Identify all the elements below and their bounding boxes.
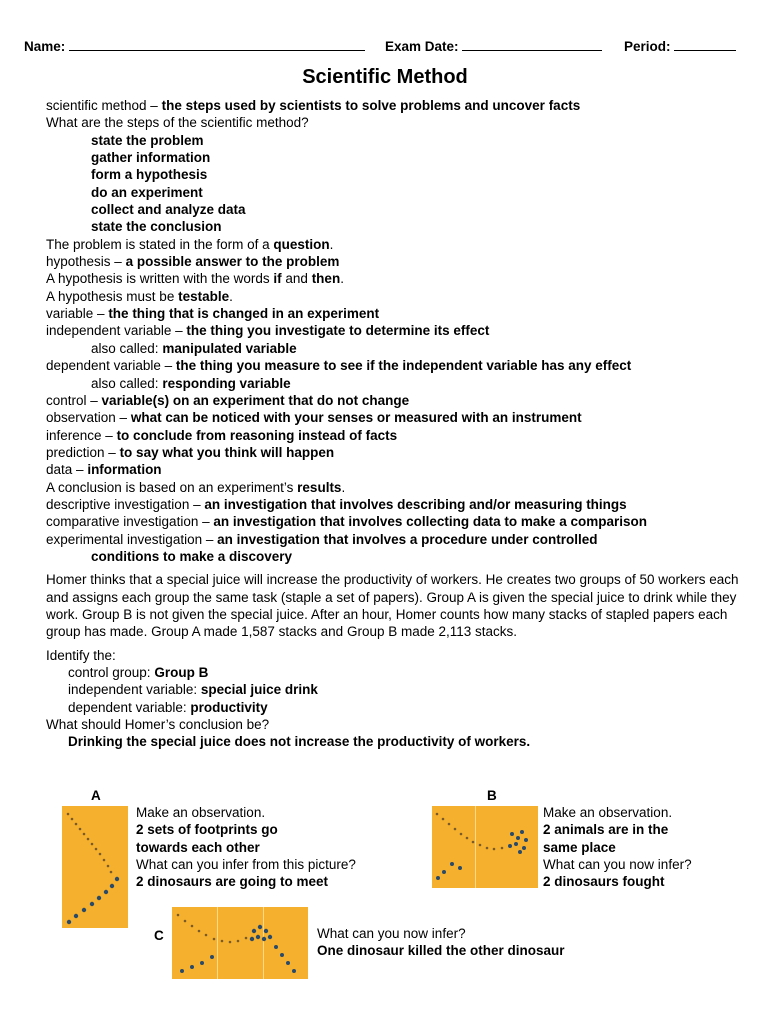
picture-c-label: C — [154, 928, 164, 943]
picture-b-caption: Make an observation. 2 animals are in the same place What can you now infer? 2 dinosaurs fought — [543, 805, 692, 890]
period-field: Period: — [624, 37, 736, 54]
step-item: state the conclusion — [91, 219, 222, 235]
definition-line: observation – what can be noticed with your senses or measured with an instrument — [46, 410, 582, 426]
definition-line: A conclusion is based on an experiment’s results. — [46, 479, 346, 495]
exam-date-field: Exam Date: — [385, 37, 602, 54]
period-blank[interactable] — [674, 37, 736, 51]
step-item: form a hypothesis — [91, 167, 208, 183]
footprints-picture-a — [62, 806, 128, 928]
footprints-picture-b — [432, 806, 538, 888]
definition-line: A hypothesis is written with the words if and then. — [46, 271, 344, 287]
definition-line: also called: responding variable — [91, 375, 291, 391]
definition-line: hypothesis – a possible answer to the problem — [46, 254, 340, 270]
conclusion-answer: Drinking the special juice does not increase the productivity of workers. — [68, 734, 531, 750]
definition-line: prediction – to say what you think will happen — [46, 444, 335, 460]
step-item: state the problem — [91, 132, 204, 148]
picture-c-caption: What can you now infer? One dinosaur killed the other dinosaur — [317, 926, 565, 959]
definition-line: control – variable(s) on an experiment that do not change — [46, 392, 410, 408]
conclusion-question: What should Homer’s conclusion be? — [46, 717, 270, 733]
scenario-paragraph: Homer thinks that a special juice will increase the productivity of workers. He creates two groups of 50 workers each and assigns each group the same task (staple a set of papers). Group A is given the special juice to drink while they work. Group B is not given the special juice. After an hour, Homer counts how many stacks of stapled papers each group has made. Group A made 1,587 stacks and Group B made 2,113 stacks. — [46, 572, 739, 640]
definition-line: independent variable – the thing you investigate to determine its effect — [46, 323, 490, 339]
definition-line: descriptive investigation – an investigation that involves describing and/or measuring things — [46, 496, 627, 512]
definition-line: conditions to make a discovery — [91, 548, 293, 564]
exam-date-blank[interactable] — [462, 37, 602, 51]
answer-line: independent variable: special juice drink — [68, 682, 318, 698]
picture-b-label: B — [487, 788, 497, 803]
picture-a-caption: Make an observation. 2 sets of footprints go towards each other What can you infer from this picture? 2 dinosaurs are going to meet — [136, 805, 356, 890]
definitions-section — [46, 97, 756, 751]
name-blank[interactable] — [69, 37, 365, 51]
definition-line: dependent variable – the thing you measure to see if the independent variable has any effect — [46, 358, 632, 374]
step-item: gather information — [91, 150, 211, 166]
definition-line: scientific method – the steps used by scientists to solve problems and uncover facts — [46, 98, 581, 113]
definition-line: inference – to conclude from reasoning instead of facts — [46, 427, 398, 443]
identify-heading: Identify the: — [46, 647, 116, 663]
definition-line: variable – the thing that is changed in an experiment — [46, 306, 380, 322]
definition-line: The problem is stated in the form of a question. — [46, 236, 334, 252]
picture-a-label: A — [91, 788, 101, 803]
answer-line: dependent variable: productivity — [68, 699, 268, 715]
header — [24, 37, 746, 57]
answer-line: control group: Group B — [68, 665, 209, 680]
step-item: do an experiment — [91, 184, 203, 200]
footprints-picture-c — [172, 907, 308, 979]
definition-line: also called: manipulated variable — [91, 340, 297, 356]
name-field: Name: — [24, 37, 365, 54]
definition-line: comparative investigation – an investigation that involves collecting data to make a comparison — [46, 514, 647, 530]
steps-question: What are the steps of the scientific method? — [46, 115, 309, 131]
step-item: collect and analyze data — [91, 202, 246, 218]
definition-line: data – information — [46, 462, 162, 478]
definition-line: A hypothesis must be testable. — [46, 288, 233, 304]
definition-line: experimental investigation – an investigation that involves a procedure under controlled — [46, 531, 598, 547]
page-title: Scientific Method — [302, 66, 468, 88]
